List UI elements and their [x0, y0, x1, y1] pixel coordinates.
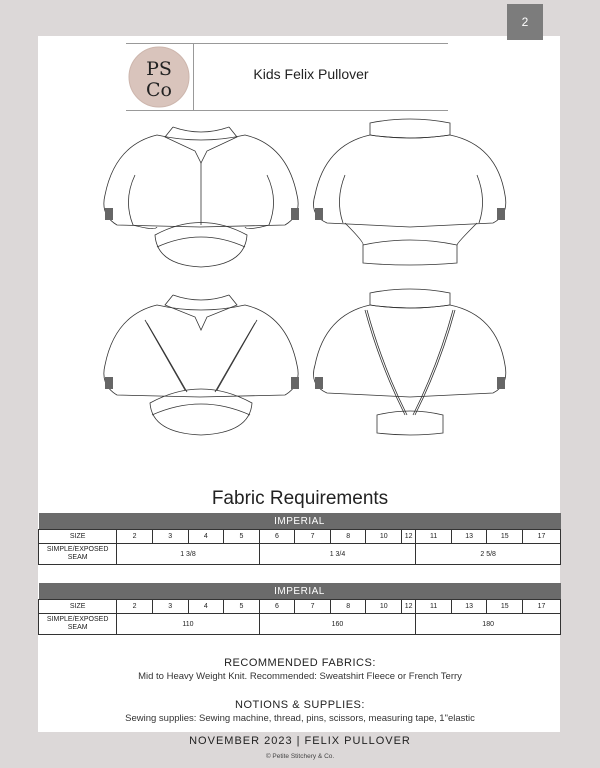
recommended-fabrics-text: Mid to Heavy Weight Knit. Recommended: Sweatshirt Fleece or French Terry [138, 671, 462, 682]
size-cell: 7 [295, 600, 331, 614]
brand-logo [128, 46, 190, 108]
size-cell: 2 [117, 600, 153, 614]
size-cell: 10 [366, 530, 402, 544]
size-cell: 6 [259, 530, 295, 544]
size-cell: 8 [330, 530, 366, 544]
size-cell: 4 [188, 530, 224, 544]
value-cell: 110 [117, 614, 259, 635]
page-number-badge: 2 [507, 4, 543, 40]
size-cell: 5 [224, 600, 260, 614]
size-label: SIZE [39, 530, 117, 544]
technical-drawings [95, 115, 515, 445]
size-cell: 15 [487, 600, 523, 614]
size-cell: 3 [152, 530, 188, 544]
size-cell: 12 [402, 600, 416, 614]
fabric-table-1 [38, 513, 561, 565]
value-cell: 160 [259, 614, 416, 635]
pattern-title: Kids Felix Pullover [253, 66, 369, 82]
header-top-rule [126, 43, 448, 44]
size-cell: 2 [117, 530, 153, 544]
size-cell: 6 [259, 600, 295, 614]
size-cell: 11 [416, 530, 452, 544]
header-bottom-rule [126, 110, 448, 111]
size-cell: 3 [152, 600, 188, 614]
value-cell: 2 5/8 [416, 544, 561, 565]
value-cell: 180 [416, 614, 561, 635]
size-cell: 17 [523, 600, 561, 614]
table-band: IMPERIAL [39, 583, 561, 600]
fabric-table-2 [38, 583, 561, 635]
fabric-requirements-title: Fabric Requirements [211, 488, 389, 509]
back-view-drawing [314, 119, 506, 265]
size-cell: 17 [523, 530, 561, 544]
size-label: SIZE [39, 600, 117, 614]
recommended-fabrics-heading: RECOMMENDED FABRICS: [224, 657, 376, 669]
size-cell: 13 [451, 530, 487, 544]
size-cell: 10 [366, 600, 402, 614]
size-cell: 5 [224, 530, 260, 544]
row-label: SIMPLE/EXPOSED SEAM [39, 544, 117, 565]
logo-text-co: Co [146, 79, 172, 101]
value-cell: 1 3/8 [117, 544, 259, 565]
size-cell: 15 [487, 530, 523, 544]
size-cell: 8 [330, 600, 366, 614]
size-cell: 12 [402, 530, 416, 544]
front-exposed-seam-drawing [104, 295, 299, 435]
value-cell: 1 3/4 [259, 544, 416, 565]
copyright-text: © Petite Stitchery & Co. [265, 753, 335, 760]
table-band: IMPERIAL [39, 513, 561, 530]
row-label: SIMPLE/EXPOSED SEAM [39, 614, 117, 635]
size-cell: 11 [416, 600, 452, 614]
size-cell: 4 [188, 600, 224, 614]
notions-text: Sewing supplies: Sewing machine, thread, pins, scissors, measuring tape, 1"elastic [125, 713, 475, 724]
size-cell: 7 [295, 530, 331, 544]
footer-text: NOVEMBER 2023 | FELIX PULLOVER [189, 735, 411, 747]
front-view-drawing [104, 127, 299, 267]
notions-heading: NOTIONS & SUPPLIES: [235, 699, 365, 711]
size-cell: 13 [451, 600, 487, 614]
back-exposed-seam-drawing [314, 289, 506, 435]
logo-text-ps: PS [146, 58, 172, 80]
